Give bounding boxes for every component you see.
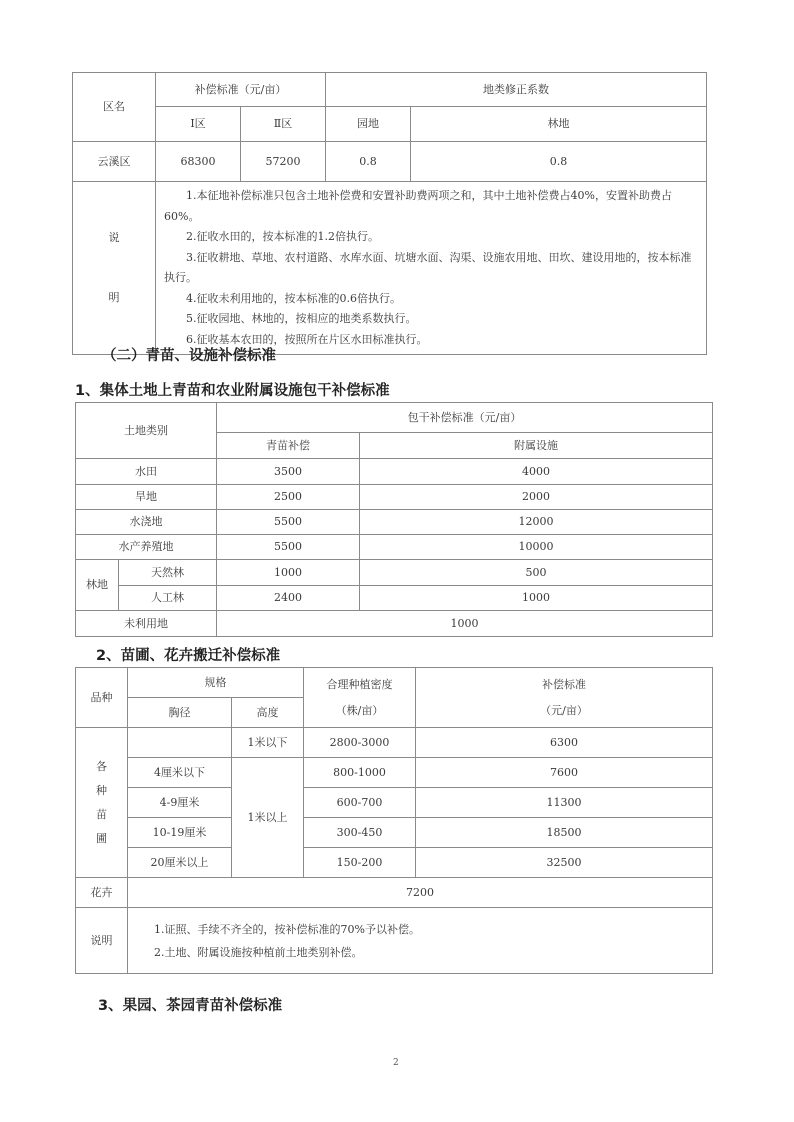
facilities-value: 10000: [360, 535, 713, 560]
note-item: 2.征收水田的，按本标准的1.2倍执行。: [186, 230, 379, 243]
forest-group-label: 林地: [76, 560, 119, 611]
density-value: 2800-3000: [304, 728, 416, 758]
table-row: [76, 758, 713, 788]
dbh-value: 10-19厘米: [128, 818, 232, 848]
note-item: 6.征收基本农田的，按照所在片区水田标准执行。: [186, 332, 428, 346]
dbh-header: 胸径: [128, 698, 232, 728]
note-item: 3.征收耕地、草地、农村道路、水库水面、坑塘水面、沟渠、设施农用地、田坎、建设用地的，按本标准: [186, 250, 692, 264]
zone2-value: 57200: [241, 142, 326, 182]
standard-value: 7600: [416, 758, 713, 788]
land-type: 未利用地: [76, 611, 217, 637]
crops-value: 3500: [217, 459, 360, 485]
coef-header: 地类修正系数: [326, 73, 707, 107]
density-header-line: 合理种植密度: [326, 677, 393, 691]
standard-header-unit: （元/亩）: [540, 703, 588, 717]
note-item: 2.土地、附属设施按种植前土地类别补偿。: [154, 945, 363, 959]
zone1-header: Ⅰ区: [156, 107, 241, 142]
land-type: 水浇地: [76, 510, 217, 535]
notes-label-char: 明: [108, 291, 120, 304]
standard-value: 11300: [416, 788, 713, 818]
section-title: （二）青苗、设施补偿标准: [102, 348, 276, 364]
table-row: [76, 788, 713, 818]
page-number: 2: [393, 1058, 399, 1068]
density-value: 600-700: [304, 788, 416, 818]
standard-header: 补偿标准（元/亩）: [156, 73, 326, 107]
land-type: 天然林: [119, 560, 217, 586]
table-row: [76, 459, 713, 485]
flowers-label: 花卉: [76, 878, 128, 908]
dbh-value: 4-9厘米: [128, 788, 232, 818]
nursery-label-char: 各: [96, 759, 107, 773]
land-type: 旱地: [76, 485, 217, 510]
table-row: [73, 142, 707, 182]
nursery-label-char: 种: [96, 783, 107, 797]
table-row: [76, 560, 713, 586]
subsection-title: 2、苗圃、花卉搬迁补偿标准: [96, 648, 281, 664]
land-compensation-table: [72, 72, 707, 355]
facilities-header: 附属设施: [360, 433, 713, 459]
variety-header: 品种: [76, 668, 128, 728]
notes-label-char: 说: [108, 231, 120, 244]
note-item: 1.证照、手续不齐全的，按补偿标准的70%予以补偿。: [154, 922, 420, 936]
table-row: [76, 728, 713, 758]
note-item: 5.征收园地、林地的，按相应的地类系数执行。: [186, 312, 417, 325]
crops-value: 2400: [217, 586, 360, 611]
standard-value: 18500: [416, 818, 713, 848]
note-item: 4.征收未利用地的，按本标准的0.6倍执行。: [186, 291, 401, 305]
density-value: 300-450: [304, 818, 416, 848]
district-header: 区名: [73, 73, 156, 142]
notes-label: 说明: [76, 908, 128, 974]
garden-header: 园地: [326, 107, 411, 142]
spec-header: 规格: [128, 668, 304, 698]
crops-value: 5500: [217, 510, 360, 535]
nursery-label: [76, 728, 128, 878]
table-row: [76, 878, 713, 908]
note-item: 1.本征地补偿标准只包含土地补偿费和安置补助费两项之和，其中土地补偿费占40%，安置补助费占60%。: [164, 189, 672, 223]
standard-value: 6300: [416, 728, 713, 758]
district-name: 云溪区: [73, 142, 156, 182]
subsection-title: 1、集体土地上青苗和农业附属设施包干补偿标准: [75, 383, 390, 399]
nursery-label-char: 苗: [96, 807, 107, 821]
nursery-label-char: 圃: [96, 831, 107, 845]
table-row: [76, 848, 713, 878]
table-row: [76, 510, 713, 535]
dbh-value: 20厘米以上: [128, 848, 232, 878]
standard-header: 包干补偿标准（元/亩）: [217, 403, 713, 433]
facilities-value: 2000: [360, 485, 713, 510]
zone1-value: 68300: [156, 142, 241, 182]
density-header: [304, 668, 416, 728]
forest-coef: 0.8: [411, 142, 707, 182]
notes-content: [156, 182, 707, 355]
dbh-value: 4厘米以下: [128, 758, 232, 788]
facilities-value: 500: [360, 560, 713, 586]
notes-content: [128, 908, 713, 974]
density-value: 150-200: [304, 848, 416, 878]
height-header: 高度: [232, 698, 304, 728]
unused-value: 1000: [217, 611, 713, 637]
standard-header-line: 补偿标准: [542, 677, 586, 691]
table-row: [76, 611, 713, 637]
table-row: [76, 535, 713, 560]
facilities-value: 12000: [360, 510, 713, 535]
land-type: 水产养殖地: [76, 535, 217, 560]
density-value: 800-1000: [304, 758, 416, 788]
zone2-header: Ⅱ区: [241, 107, 326, 142]
notes-label: [73, 182, 156, 355]
height-value: 1米以下: [232, 728, 304, 758]
land-type: 水田: [76, 459, 217, 485]
standard-value: 32500: [416, 848, 713, 878]
table-row: [76, 908, 713, 974]
table-row: [76, 586, 713, 611]
nursery-table: [75, 667, 713, 974]
height-value: 1米以上: [232, 758, 304, 878]
facilities-value: 1000: [360, 586, 713, 611]
land-type: 人工林: [119, 586, 217, 611]
dbh-value: [128, 728, 232, 758]
crops-value: 2500: [217, 485, 360, 510]
garden-coef: 0.8: [326, 142, 411, 182]
crops-value: 5500: [217, 535, 360, 560]
flowers-value: 7200: [128, 878, 713, 908]
land-type-header: 土地类别: [76, 403, 217, 459]
density-header-unit: （株/亩）: [335, 703, 384, 717]
crops-header: 青苗补偿: [217, 433, 360, 459]
crops-value: 1000: [217, 560, 360, 586]
crops-facilities-table: [75, 402, 713, 637]
subsection-title: 3、果园、茶园青苗补偿标准: [98, 998, 283, 1014]
standard-header: [416, 668, 713, 728]
forest-header: 林地: [411, 107, 707, 142]
note-item: 执行。: [164, 271, 197, 284]
table-row: [76, 485, 713, 510]
table-row: [76, 818, 713, 848]
facilities-value: 4000: [360, 459, 713, 485]
